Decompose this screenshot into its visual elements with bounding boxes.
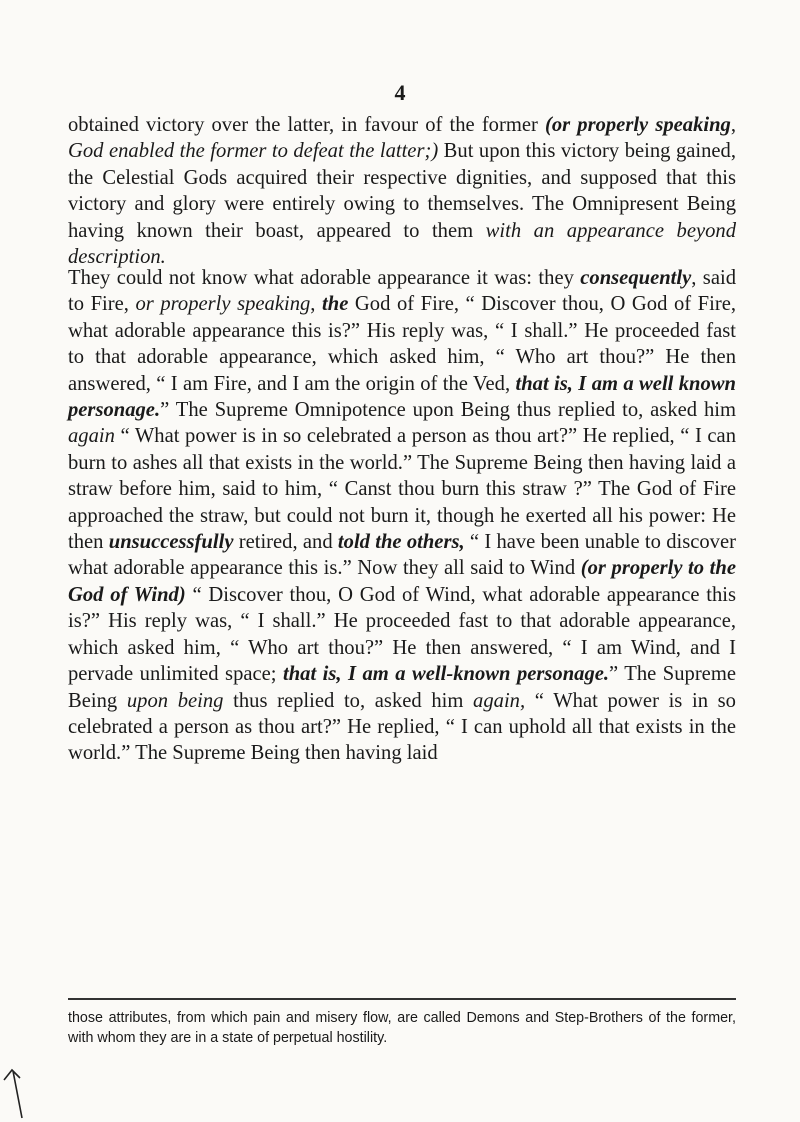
p2-text-6: “ What power is in so celebrated a person as thou art?” He replied, “ I can burn to ashes all that exists in the world.” The Supreme Being then having laid a straw before him, said to him, “ Canst thou burn this straw ?” The God of Fire approached the straw, but could not burn it, though he exerted all his power: He then (68, 425, 736, 554)
p2-emphasis-5: again (68, 425, 115, 448)
pencil-mark-icon (0, 1062, 40, 1122)
p2-emphasis-4: that is, I am a well known personage. (68, 372, 736, 422)
p2-text-5: ” The Supreme Omnipotence upon Being thus replied to, asked him (160, 399, 736, 422)
p2-emphasis-7: told the others, (337, 531, 465, 554)
p2-text-2: , said to Fire, (68, 267, 736, 316)
p2-emphasis-11: again, (473, 689, 526, 712)
p2-emphasis-9: that is, I am a well-known personage. (282, 663, 610, 686)
p2-text-11: thus replied to, asked him (223, 689, 474, 712)
p2-text-4: God of Fire, “ Discover thou, O God of Fire, what adorable appearance this is?” His reply was, “ I shall.” He proceeded fast to that adorable appearance, which asked him, “ Who art thou?” He then answered, “ I am Fire, and I am the origin of the Ved, (68, 293, 737, 395)
footnote-divider (68, 998, 736, 1000)
p2-text-7: retired, and (233, 531, 338, 554)
p2-emphasis-8: (or properly to the God of Wind) (68, 557, 736, 606)
paragraph-2 (68, 265, 736, 767)
page-number: 4 (394, 80, 406, 105)
paragraph-1 (68, 112, 736, 270)
p1-italic-phrase: God enabled the former to defeat the latter;) (68, 140, 439, 163)
p2-emphasis-2: or properly speaking (135, 293, 311, 316)
p2-text-10: ” The Supreme Being (68, 663, 736, 712)
p2-emphasis-3: the (322, 293, 349, 316)
p1-bold-italic-phrase: (or properly speaking (544, 114, 731, 136)
p1-text-3: But upon this victory being gained, the Celestial Gods acquired their respective dignities, and supposed that this victory and glory were entirely owing to themselves. The Omnipresent Being having known their boast, appeared to them (68, 140, 736, 242)
p1-text-2: , (730, 114, 736, 136)
p2-text-8: “ I have been unable to discover what adorable appearance this is.” Now they all said to Wind (68, 531, 736, 580)
p1-italic-phrase-2: with an appearance beyond description. (68, 219, 737, 269)
p2-text-9: “ Discover thou, O God of Wind, what adorable appearance this is?” His reply was, “ I shall.” He proceeded fast to that adorable appearance, which asked him, “ Who art thou?” He then answered, “ I am Wind, and I pervade unlimited space; (68, 583, 737, 686)
p2-emphasis-1: consequently (580, 267, 692, 289)
footnote: those attributes, from which pain and misery flow, are called Demons and Step-Brothers of the former, with whom they are in a state of perpetual hostility. (68, 1010, 736, 1046)
p2-text-3: , (310, 293, 323, 316)
p2-emphasis-6: unsuccessfully (108, 531, 234, 554)
p1-text-1: obtained victory over the latter, in favour of the former (68, 114, 545, 136)
p2-text-1: They could not know what adorable appearance it was: they (68, 267, 581, 289)
p2-text-12: “ What power is in so celebrated a person as thou art?” He replied, “ I can uphold all that exists in the world.” The Supreme Being then having laid (68, 689, 736, 765)
p2-emphasis-10: upon being (126, 689, 224, 712)
